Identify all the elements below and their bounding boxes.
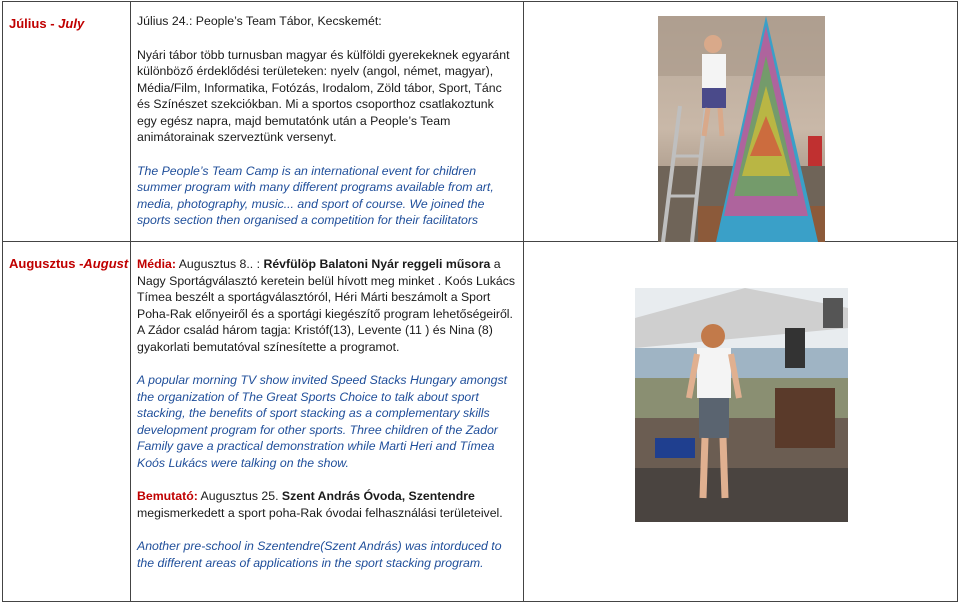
media-paragraph <box>137 256 517 355</box>
august-photo-cell <box>524 242 958 602</box>
month-en: August <box>83 256 129 271</box>
month-hu: Augusztus <box>9 256 76 271</box>
month-hu: Július <box>9 16 47 31</box>
media-date: Augusztus 8.. : <box>175 257 264 271</box>
demo-en-body: Another pre-school in Szentendre(Szent András) was intorduced to the different areas of applications in the sport stacking program. <box>137 539 502 570</box>
demo-paragraph <box>137 488 517 521</box>
august-text-cell <box>131 242 524 602</box>
table-row <box>3 242 958 602</box>
july-hu-body: Nyári tábor több turnusban magyar és külföldi gyerekeknek egyaránt különböző érdeklődési területeken: nyelv (angol, német, magyar), Média/Film, Informatika, Fotózás, Irodalom, Zöld tábor, Sport, Tánc és Színészet szekciókban. Mi a sportos csoporthoz csatlakoztunk egy egész napra, majd bemutatónk után a People’s Team animátorainak szerveztünk versenyt. <box>137 47 510 144</box>
activity-table <box>2 1 958 602</box>
month-separator: - <box>79 256 84 271</box>
woman-lakeside-photo <box>635 288 848 522</box>
month-cell-august <box>3 242 131 602</box>
demo-label: Bemutató: <box>137 489 198 503</box>
media-en-body: A popular morning TV show invited Speed Stacks Hungary amongst the organization of The Great Sports Choice to talk about sport stacking, the benefits of sport stacking as a complementary skills development program for other sports. Three children of the Zador Family gave a practical demonstration while Marti Heri and Tímea Koós Lukács were talking on the show. <box>137 373 508 470</box>
july-en-body: The People’s Team Camp is an international event for children summer program with many different programs available from art, media, photography, music... and sport of course. We joined the sports section then organised a competition for their facilitators <box>137 163 494 227</box>
demo-hu-body: megismerkedett a sport poha-Rak óvodai felhasználási területeivel. <box>137 505 503 520</box>
cup-pyramid-photo <box>658 16 825 242</box>
july-text-cell <box>131 2 524 242</box>
july-photo-cell <box>524 2 958 242</box>
media-label: Média: <box>137 257 176 271</box>
month-cell-july <box>3 2 131 242</box>
demo-date: Augusztus 25. <box>197 489 282 503</box>
cup-pyramid-illustration <box>658 16 825 242</box>
july-title: Július 24.: People’s Team Tábor, Kecskemét: <box>137 14 382 28</box>
media-show: Révfülöp Balatoni Nyár reggeli műsora <box>263 257 491 271</box>
demo-place: Szent András Óvoda, Szentendre <box>281 489 475 503</box>
month-en: July <box>58 16 85 31</box>
woman-lakeside-illustration <box>635 288 848 522</box>
month-separator: - <box>50 16 55 31</box>
table-row <box>3 2 958 242</box>
media-hu-body: a Nagy Sportágválasztó keretein belül hívott meg minket . Koós Lukács Tímea beszélt a sportágválasztóról, Héri Márti beszámolt a Sport Poha-Rak előnyeiről és a sportági kiegészítő program lehetőségeiről. A Zádor család három tagja: Kristóf(13), Levente (11 ) és Nina (8) gyakorlati bemutatóval színesítette a programot. <box>137 257 515 354</box>
